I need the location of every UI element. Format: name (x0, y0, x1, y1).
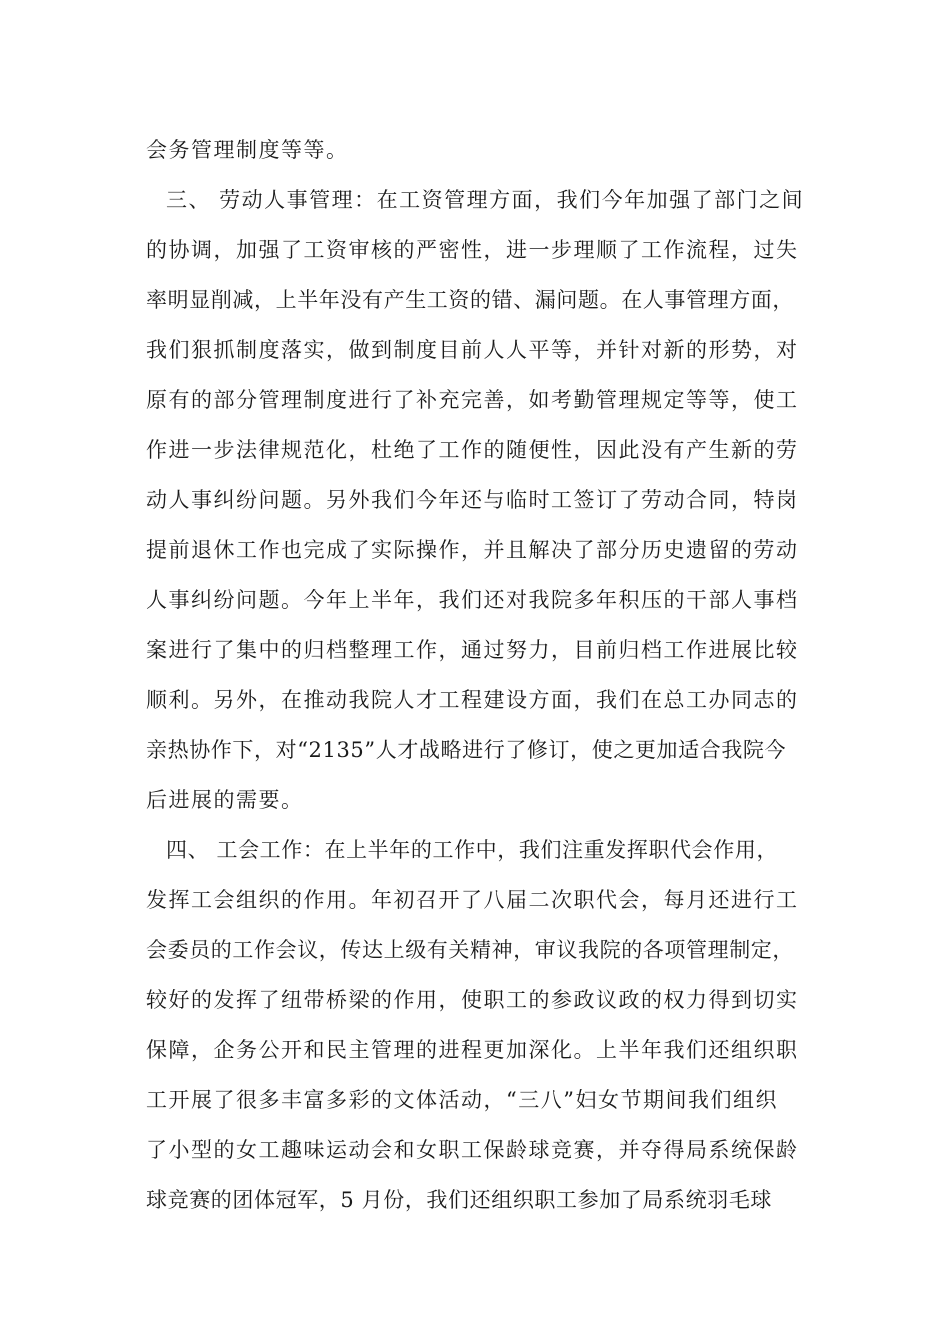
text-line: 动人事纠纷问题。另外我们今年还与临时工签订了劳动合同，特岗 (146, 488, 799, 512)
text-line: 原有的部分管理制度进行了补充完善，如考勤管理规定等等，使工 (146, 388, 799, 412)
section-heading-line: 四、 工会工作：在上半年的工作中，我们注重发挥职代会作用， (166, 838, 779, 862)
text-line: 案进行了集中的归档整理工作，通过努力，目前归档工作进展比较 (146, 638, 799, 662)
text-line: 作进一步法律规范化，杜绝了工作的随便性，因此没有产生新的劳 (146, 438, 799, 462)
section-heading-line: 三、 劳动人事管理：在工资管理方面，我们今年加强了部门之间 (166, 188, 805, 212)
text-line: 的协调，加强了工资审核的严密性，进一步理顺了工作流程，过失 (146, 238, 799, 262)
text-line: 球竞赛的团体冠军，5 月份，我们还组织职工参加了局系统羽毛球 (146, 1188, 773, 1212)
text-line: 提前退休工作也完成了实际操作，并且解决了部分历史遗留的劳动 (146, 538, 799, 562)
text-line: 会务管理制度等等。 (146, 138, 349, 162)
text-line: 发挥工会组织的作用。年初召开了八届二次职代会，每月还进行工 (146, 888, 799, 912)
text-line: 保障，企务公开和民主管理的进程更加深化。上半年我们还组织职 (146, 1038, 799, 1062)
text-line: 后进展的需要。 (146, 788, 304, 812)
text-line: 人事纠纷问题。今年上半年，我们还对我院多年积压的干部人事档 (146, 588, 799, 612)
text-line: 了小型的女工趣味运动会和女职工保龄球竞赛，并夺得局系统保龄 (146, 1138, 799, 1162)
text-line: 率明显削减，上半年没有产生工资的错、漏问题。在人事管理方面， (146, 288, 794, 312)
text-line: 我们狠抓制度落实，做到制度目前人人平等，并针对新的形势，对 (146, 338, 799, 362)
text-line: 亲热协作下，对“2135”人才战略进行了修订，使之更加适合我院今 (146, 738, 787, 762)
text-line: 会委员的工作会议，传达上级有关精神，审议我院的各项管理制定， (146, 938, 794, 962)
text-line: 工开展了很多丰富多彩的文体活动，“三八”妇女节期间我们组织 (146, 1088, 778, 1112)
text-line: 顺利。另外，在推动我院人才工程建设方面，我们在总工办同志的 (146, 688, 799, 712)
text-line: 较好的发挥了纽带桥梁的作用，使职工的参政议政的权力得到切实 (146, 988, 799, 1012)
